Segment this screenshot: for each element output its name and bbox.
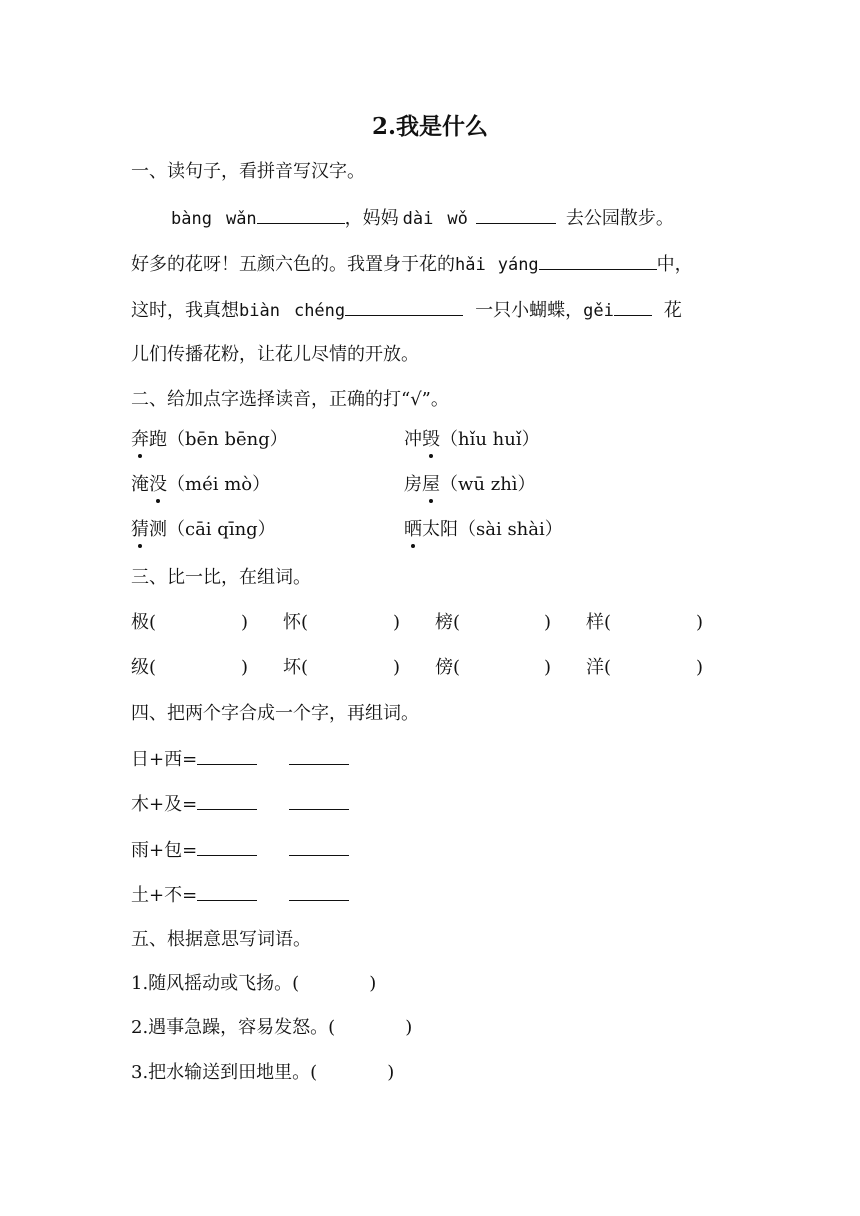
- dotted-char: 屋: [422, 474, 440, 495]
- s3-word-2-4: 洋(: [586, 657, 612, 678]
- pinyin: chéng: [293, 301, 346, 321]
- dotted-char: 毁: [422, 429, 440, 450]
- s2-row-2-right: 房屋（wū zhì）: [404, 474, 536, 495]
- dotted-char: 猜: [131, 519, 149, 540]
- s3-word-1-3: 榜(: [435, 612, 461, 633]
- page-title: 2.我是什么: [371, 113, 488, 140]
- pinyin: wǒ: [447, 209, 468, 229]
- dotted-char: 奔: [131, 429, 149, 450]
- text: 一只小蝴蝶，: [475, 300, 584, 321]
- pinyin: gěi: [583, 301, 614, 321]
- answer-blank[interactable]: [476, 205, 556, 224]
- answer-blank[interactable]: [197, 837, 257, 856]
- pinyin: dài: [402, 209, 434, 229]
- s4-item-2: 木+及=: [131, 791, 349, 817]
- pinyin: hǎi: [455, 255, 486, 275]
- s3-word-2-1: 级(: [131, 657, 157, 678]
- s5-item-3: 3.把水输送到田地里。( ): [131, 1062, 395, 1083]
- s1-paragraph-3: [131, 297, 682, 323]
- answer-blank[interactable]: [289, 746, 349, 765]
- s4-item-3: 雨+包=: [131, 837, 349, 863]
- s1-paragraph-1: [171, 205, 674, 231]
- section-2-heading: 二、给加点字选择读音，正确的打“√”。: [131, 389, 449, 410]
- s4-item-1: 日+西=: [131, 746, 349, 772]
- answer-blank[interactable]: [289, 837, 349, 856]
- s2-row-1-left: 奔跑（bēn bēng）: [131, 429, 288, 450]
- paren-close: ): [696, 612, 704, 633]
- paren-close: ): [241, 657, 249, 678]
- text: 好多的花呀！五颜六色的。我置身于花的: [131, 254, 455, 275]
- text: 花: [663, 300, 682, 321]
- answer-blank[interactable]: [289, 882, 349, 901]
- text: ，妈妈: [344, 208, 399, 229]
- s3-word-2-2: 坏(: [283, 657, 309, 678]
- s4-item-4: 土+不=: [131, 882, 349, 908]
- text: 这时，我真想: [131, 300, 239, 321]
- pinyin: bàng: [171, 209, 212, 229]
- s2-row-3-left: 猜测（cāi qīng）: [131, 519, 276, 540]
- paren-close: ): [393, 657, 401, 678]
- s1-paragraph-2: [131, 251, 693, 277]
- section-3-heading: 三、比一比，在组词。: [131, 567, 311, 588]
- section-4-heading: 四、把两个字合成一个字，再组词。: [131, 703, 419, 724]
- s5-item-1: 1.随风摇动或飞扬。( ): [131, 973, 377, 994]
- s3-word-1-4: 样(: [586, 612, 612, 633]
- answer-blank[interactable]: [197, 791, 257, 810]
- s2-row-1-right: 冲毁（hǐu huǐ）: [404, 429, 540, 450]
- answer-blank[interactable]: [197, 882, 257, 901]
- s1-paragraph-4: 儿们传播花粉，让花儿尽情的开放。: [131, 344, 419, 365]
- paren-close: ): [696, 657, 704, 678]
- paren-close: ): [241, 612, 249, 633]
- answer-blank[interactable]: [345, 297, 463, 316]
- paren-close: ): [544, 657, 552, 678]
- answer-blank[interactable]: [257, 205, 345, 224]
- s3-word-1-2: 怀(: [283, 612, 309, 633]
- answer-blank[interactable]: [539, 251, 657, 270]
- dotted-char: 没: [149, 474, 167, 495]
- s3-word-2-3: 傍(: [435, 657, 461, 678]
- dotted-char: 晒: [404, 519, 422, 540]
- answer-blank[interactable]: [614, 297, 652, 316]
- pinyin: wǎn: [225, 209, 257, 229]
- paren-close: ): [393, 612, 401, 633]
- section-5-heading: 五、根据意思写词语。: [131, 929, 311, 950]
- s3-word-1-1: 极(: [131, 612, 157, 633]
- section-1-heading: 一、读句子，看拼音写汉字。: [131, 161, 365, 182]
- answer-blank[interactable]: [197, 746, 257, 765]
- s5-item-2: 2.遇事急躁，容易发怒。( ): [131, 1017, 413, 1038]
- s2-row-3-right: 晒太阳（sài shài）: [404, 519, 563, 540]
- s2-row-2-left: 淹没（méi mò）: [131, 474, 271, 495]
- answer-blank[interactable]: [289, 791, 349, 810]
- text: 中，: [656, 254, 693, 275]
- paren-close: ): [544, 612, 552, 633]
- text: 去公园散步。: [565, 208, 674, 229]
- pinyin: biàn: [239, 301, 280, 321]
- pinyin: yáng: [497, 255, 539, 275]
